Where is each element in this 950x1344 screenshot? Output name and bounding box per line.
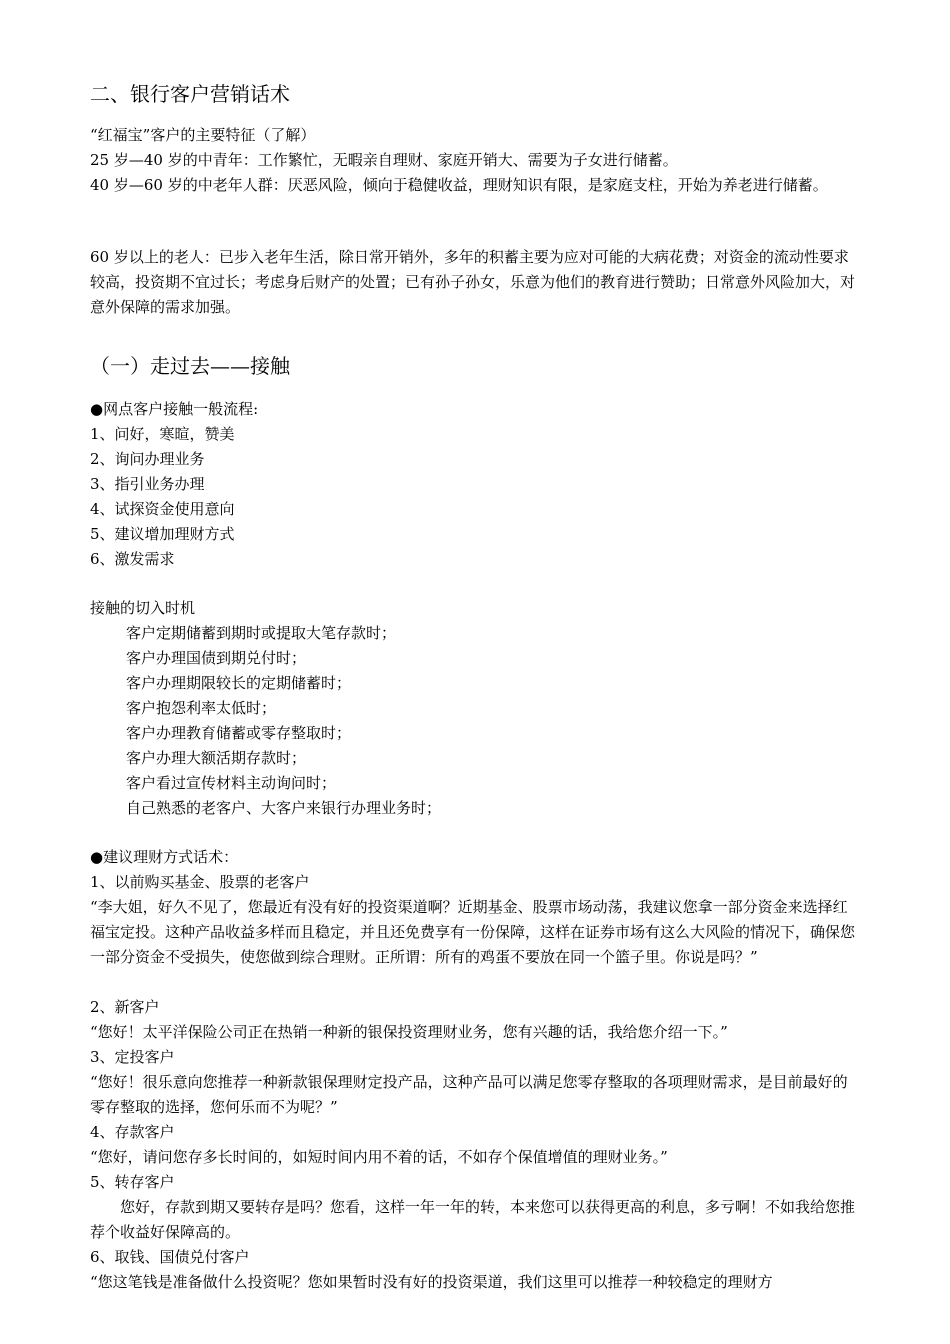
script-category: 3、定投客户 — [90, 1048, 175, 1066]
list-item: 自己熟悉的老客户、大客户来银行办理业务时； — [126, 799, 442, 817]
script-text: “李大姐，好久不见了，您最近有没有好的投资渠道啊？近期基金、股票市场动荡，我建议您拿一部分资金来选择红福宝定投。这种产品收益多样而且稳定，并且还免费享有一份保障，这样在证券市场有这么大风险的情况下，确保您一部分资金不受损失，使您做到综合理财。正所谓：所有的鸡蛋不要放在同一个篮子里。你说是吗？” — [90, 898, 856, 966]
script-category: 5、转存客户 — [90, 1173, 175, 1191]
process-list — [90, 422, 235, 572]
timing-list — [90, 621, 441, 821]
intro-heading: “红福宝”客户的主要特征（了解） — [90, 126, 316, 144]
list-item: 4、试探资金使用意向 — [90, 500, 235, 518]
list-item: 客户看过宣传材料主动询问时； — [126, 774, 337, 792]
intro-paragraph: 60 岁以上的老人：已步入老年生活，除日常开销外，多年的积蓄主要为应对可能的大病花费；对资金的流动性要求较高，投资期不宜过长；考虑身后财产的处置；已有孙子孙女，乐意为他们的教育进行赞助；日常意外风险加大，对意外保障的需求加强。 — [90, 248, 856, 316]
list-item: 2、询问办理业务 — [90, 450, 205, 468]
process-title: ●网点客户接触一般流程: — [90, 400, 259, 418]
list-item: 3、指引业务办理 — [90, 475, 205, 493]
intro-paragraph: 25 岁—40 岁的中青年：工作繁忙，无暇亲自理财、家庭开销大、需要为子女进行储蓄。 — [90, 151, 678, 169]
list-item: 客户办理期限较长的定期储蓄时； — [126, 674, 352, 692]
script-category: 4、存款客户 — [90, 1123, 175, 1141]
list-item: 5、建议增加理财方式 — [90, 525, 235, 543]
script-category: 1、以前购买基金、股票的老客户 — [90, 873, 310, 891]
list-item: 客户办理国债到期兑付时； — [126, 649, 307, 667]
script-text: “您好，请问您存多长时间的，如短时间内用不着的话，不如存个保值增值的理财业务。” — [90, 1148, 668, 1166]
script-category: 2、新客户 — [90, 998, 160, 1016]
timing-title: 接触的切入时机 — [90, 599, 196, 617]
scripts-title: ●建议理财方式话术： — [90, 848, 239, 866]
list-item: 6、激发需求 — [90, 550, 175, 568]
intro-paragraph: 40 岁—60 岁的中老年人群：厌恶风险，倾向于稳健收益，理财知识有限，是家庭支柱，开始为养老进行储蓄。 — [90, 176, 828, 194]
list-item: 客户办理大额活期存款时； — [126, 749, 307, 767]
list-item: 客户定期储蓄到期时或提取大笔存款时； — [126, 624, 397, 642]
script-text: “您好！太平洋保险公司正在热销一种新的银保投资理财业务，您有兴趣的话，我给您介绍一下。” — [90, 1023, 728, 1041]
section-heading: （一）走过去——接触 — [90, 354, 290, 378]
script-category: 6、取钱、国债兑付客户 — [90, 1248, 250, 1266]
script-text: 您好，存款到期又要转存是吗？您看，这样一年一年的转，本来您可以获得更高的利息，多亏啊！不如我给您推荐个收益好保障高的。 — [90, 1198, 856, 1241]
list-item: 1、问好，寒暄，赞美 — [90, 425, 235, 443]
list-item: 客户办理教育储蓄或零存整取时； — [126, 724, 352, 742]
page-title: 二、银行客户营销话术 — [90, 82, 290, 106]
script-text: “您好！很乐意向您推荐一种新款银保理财定投产品，这种产品可以满足您零存整取的各项理财需求，是目前最好的零存整取的选择，您何乐而不为呢？” — [90, 1073, 848, 1116]
script-text: “您这笔钱是准备做什么投资呢？您如果暂时没有好的投资渠道，我们这里可以推荐一种较稳定的理财方 — [90, 1273, 773, 1291]
list-item: 客户抱怨利率太低时； — [126, 699, 277, 717]
